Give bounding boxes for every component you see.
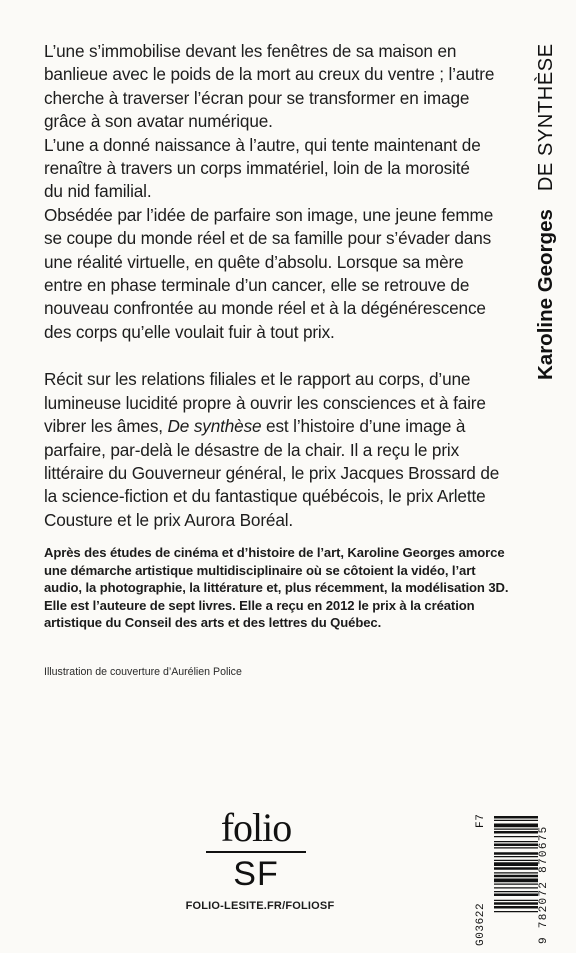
- spine-title: [534, 43, 558, 380]
- barcode-bar: [494, 852, 538, 855]
- blurb-line: entre en phase terminale d’un cancer, elle se retrouve de: [44, 275, 470, 296]
- blurb-line: banlieue avec le poids de la mort au creux du ventre ; l’autre: [44, 64, 495, 85]
- barcode-bar: [494, 862, 538, 866]
- logo-folio: folio: [220, 805, 292, 850]
- isbn-number: 9 782072 870675: [538, 825, 550, 944]
- blurb-line: renaître à travers un corps immatériel, loin de la morosité: [44, 158, 470, 179]
- blurb-line: L’une a donné naissance à l’autre, qui tente maintenant de: [44, 134, 481, 155]
- barcode-bar: [494, 884, 538, 885]
- barcode-bar: [494, 820, 538, 821]
- blurb-text: Récit sur les relations filiales et le rapport au corps, d’une lumineuse lucidité propre à ouvrir les consciences et à faire vibrer les âmes,: [44, 369, 486, 437]
- book-title: DE SYNTHÈSE: [535, 43, 557, 192]
- barcode-bar: [494, 867, 538, 870]
- folio-sf-logo: [200, 805, 312, 893]
- barcode-bar: [494, 856, 538, 857]
- blurb-text: est l’histoire d’une image à parfaire, par-delà le désastre de la chair. Il a reçu le prix littéraire du Gouverneur général, le prix Jacques Brossard de la science-fiction et du fantastique québécois, le prix Arlette Cousture et le prix Aurora Boréal.: [44, 416, 500, 530]
- blurb-line: se coupe du monde réel et de sa famille pour s’évader dans: [44, 228, 492, 249]
- book-title-italic: De synthèse: [167, 416, 262, 437]
- barcode-bar: [494, 836, 538, 837]
- blurb: [44, 40, 516, 532]
- barcode-bar: [494, 875, 538, 878]
- barcode-bar: [494, 844, 538, 847]
- barcode-bar: [494, 906, 538, 909]
- barcode-bar: [494, 902, 538, 905]
- barcode-bar: [494, 887, 538, 888]
- barcode-bar: [494, 824, 538, 828]
- product-code: G03622: [475, 902, 487, 946]
- barcode-bar: [494, 831, 538, 834]
- website-url: FOLIO-LESITE.FR/FOLIOSF: [185, 900, 335, 912]
- blurb-line: du nid familial.: [44, 181, 152, 202]
- barcode-bar: [494, 841, 538, 842]
- price-code: F7: [475, 813, 487, 828]
- barcode-bar: [494, 829, 538, 830]
- cover-credit: Illustration de couverture d’Aurélien Police: [44, 666, 242, 678]
- blurb-paragraph-2: [44, 368, 516, 532]
- barcode-bar: [494, 891, 538, 892]
- barcode-bar: [494, 900, 538, 901]
- barcode-bar: [494, 860, 538, 861]
- logo-rule: [206, 851, 306, 853]
- blurb-line: une réalité virtuelle, en quête d’absolu. Lorsque sa mère: [44, 251, 464, 272]
- blurb-line: grâce à son avatar numérique.: [44, 111, 273, 132]
- barcode-bar: [494, 847, 538, 848]
- blurb-line: L’une s’immobilise devant les fenêtres de sa maison en: [44, 41, 457, 61]
- logo-sf: SF: [233, 855, 279, 893]
- barcode-bar: [494, 872, 538, 873]
- author-name: Karoline Georges: [534, 209, 557, 380]
- blurb-line: des corps qu’elle voulait fuir à tout prix.: [44, 321, 335, 342]
- barcode-bar: [494, 879, 538, 883]
- barcode-bar: [494, 816, 538, 819]
- blurb-paragraph-1: [44, 40, 516, 344]
- barcode-bar: [494, 894, 538, 897]
- barcode-bar: [494, 911, 538, 912]
- author-bio: Après des études de cinéma et d’histoire de l’art, Karoline Georges amorce une démarche artistique multidisciplinaire où se côtoient la vidéo, l’art audio, la photographie, la littérature et, plus récemment, la modélisation 3D. Elle est l’auteure de sept livres. Elle a reçu en 2012 le prix à la création artistique du Conseil des arts et des lettres du Québec.: [44, 545, 509, 631]
- blurb-line: nouveau confrontée au monde réel et à la dégénérescence: [44, 298, 486, 319]
- blurb-line: Obsédée par l’idée de parfaire son image, une jeune femme: [44, 204, 494, 225]
- blurb-line: cherche à traverser l’écran pour se transformer en image: [44, 87, 470, 108]
